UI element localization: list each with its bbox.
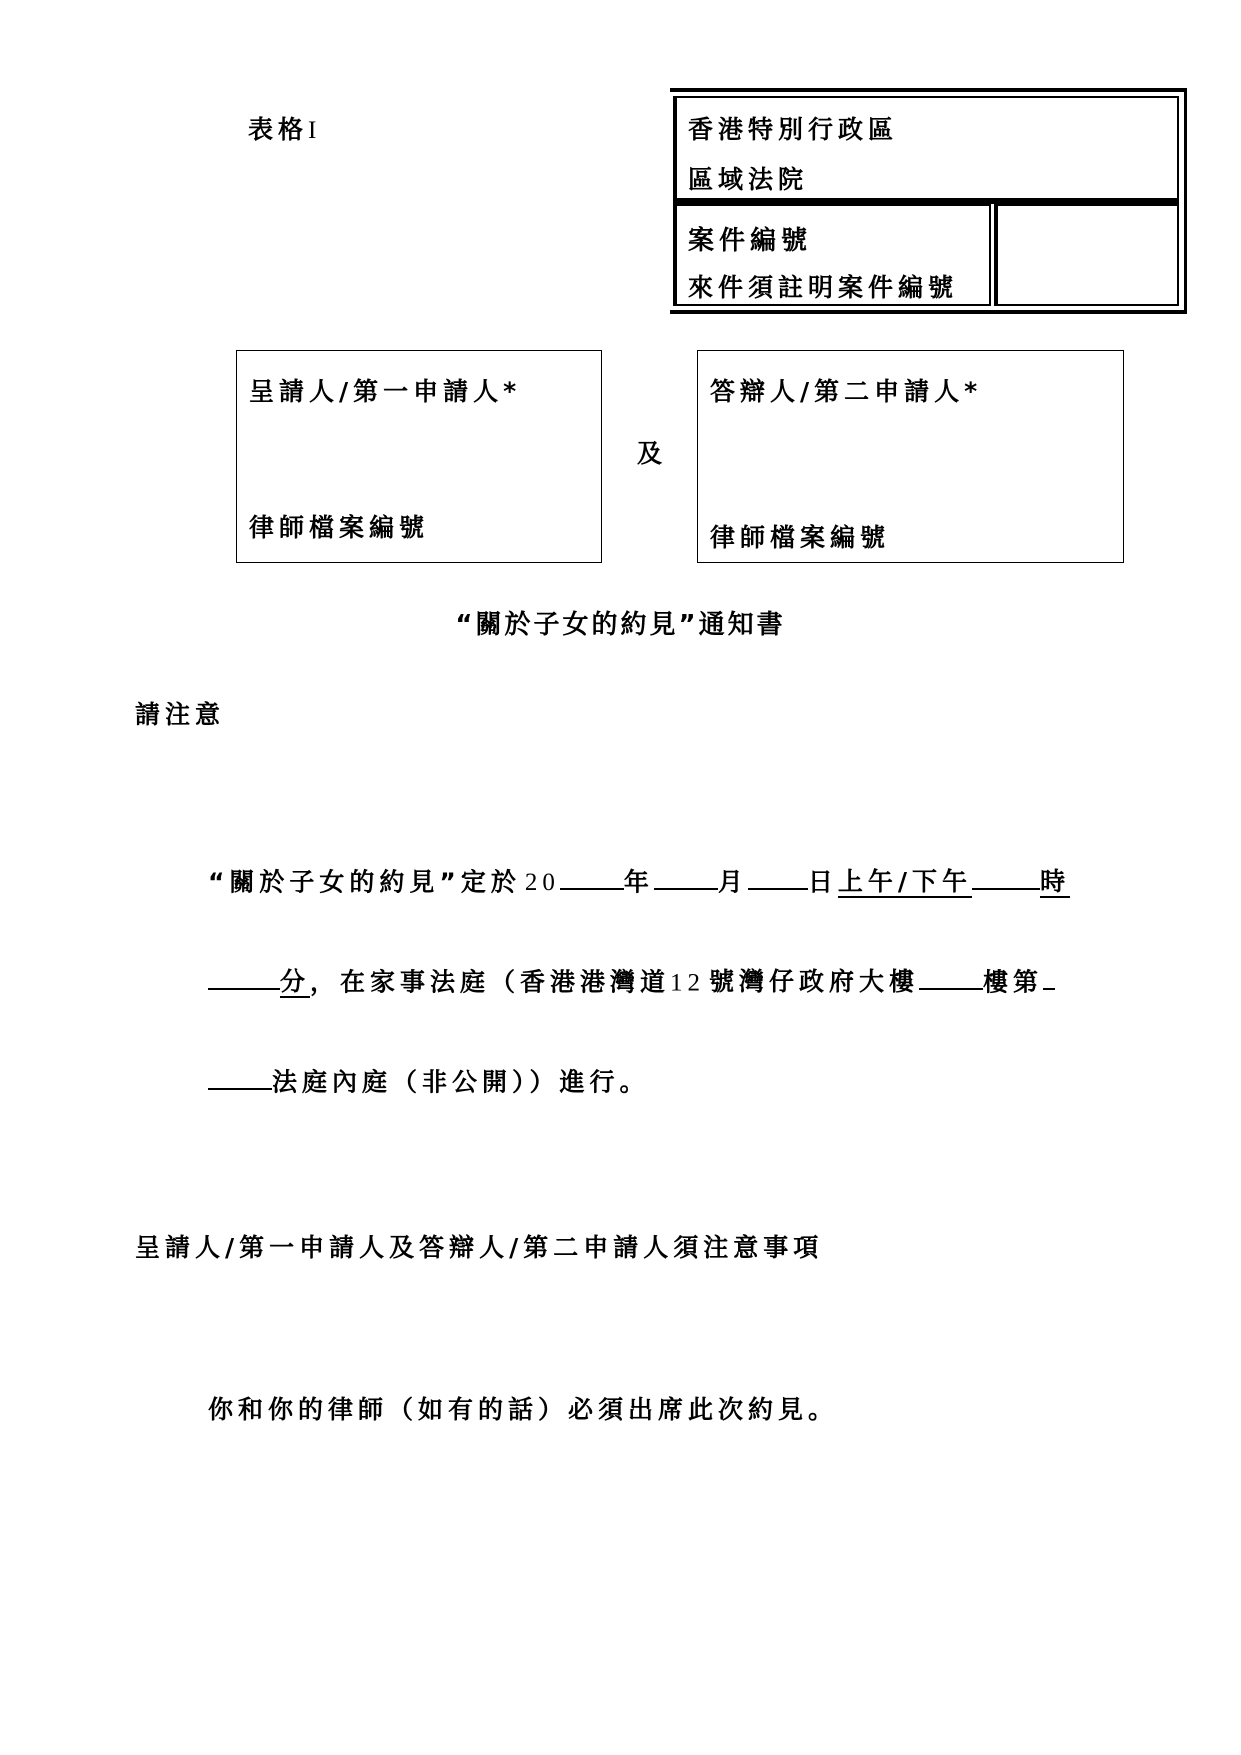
attendance-notice: 你和你的律師（如有的話）必須出席此次約見。: [208, 1395, 839, 1424]
day-blank[interactable]: [748, 862, 808, 890]
am-pm-choice[interactable]: 上午/下午: [837, 867, 973, 897]
form-label-suffix: I: [308, 117, 322, 144]
case-number-note: 來件須註明案件編號: [688, 273, 959, 302]
form-label: [248, 110, 321, 146]
minute-blank[interactable]: [208, 962, 280, 990]
floor-label: 樓第: [983, 967, 1044, 997]
case-number-label: 案件編號: [688, 226, 813, 256]
please-note: 請注意: [135, 700, 226, 729]
petitioner-solicitor-ref: 律師檔案編號: [249, 513, 430, 542]
court-name: 區域法院: [688, 165, 809, 194]
hour-blank[interactable]: [972, 862, 1040, 890]
court-room-text: 法庭內庭（非公開））進行。: [272, 1067, 650, 1097]
conjunction: 及: [637, 439, 668, 468]
month-label: 月: [717, 867, 748, 897]
appointment-line-2: [208, 962, 1055, 998]
hour-label: 時: [1040, 867, 1071, 897]
appointment-line-3: [208, 1062, 650, 1098]
form-label-prefix: 表格: [248, 115, 309, 144]
notice-title: “關於子女的約見”通知書: [455, 610, 786, 640]
venue-text: ，在家事法庭（香港港灣道: [310, 967, 671, 997]
year-blank[interactable]: [560, 862, 624, 890]
respondent-title: 答辯人/第二申請人*: [710, 377, 983, 406]
case-number-value-cell[interactable]: [994, 204, 1179, 306]
building-name: 號灣仔政府大樓: [709, 967, 920, 997]
street-number: 12: [670, 969, 706, 997]
minute-label: 分: [280, 967, 311, 997]
respondent-solicitor-ref: 律師檔案編號: [710, 523, 891, 552]
court-region: 香港特別行政區: [688, 115, 899, 144]
day-label: 日: [807, 867, 838, 897]
court-no-blank-start[interactable]: [1043, 962, 1055, 990]
floor-blank[interactable]: [919, 962, 983, 990]
month-blank[interactable]: [654, 862, 718, 890]
appointment-intro: “關於子女的約見”定於: [208, 867, 521, 897]
parties-heading: 呈請人/第一申請人及答辯人/第二申請人須注意事項: [135, 1233, 824, 1262]
year-prefix: 20: [524, 869, 560, 897]
appointment-line-1: [208, 862, 1070, 898]
petitioner-title: [249, 372, 521, 408]
year-label: 年: [623, 867, 654, 897]
court-no-blank[interactable]: [208, 1062, 272, 1090]
petitioner-title-text: 呈請人/第一申請人*: [249, 377, 522, 406]
